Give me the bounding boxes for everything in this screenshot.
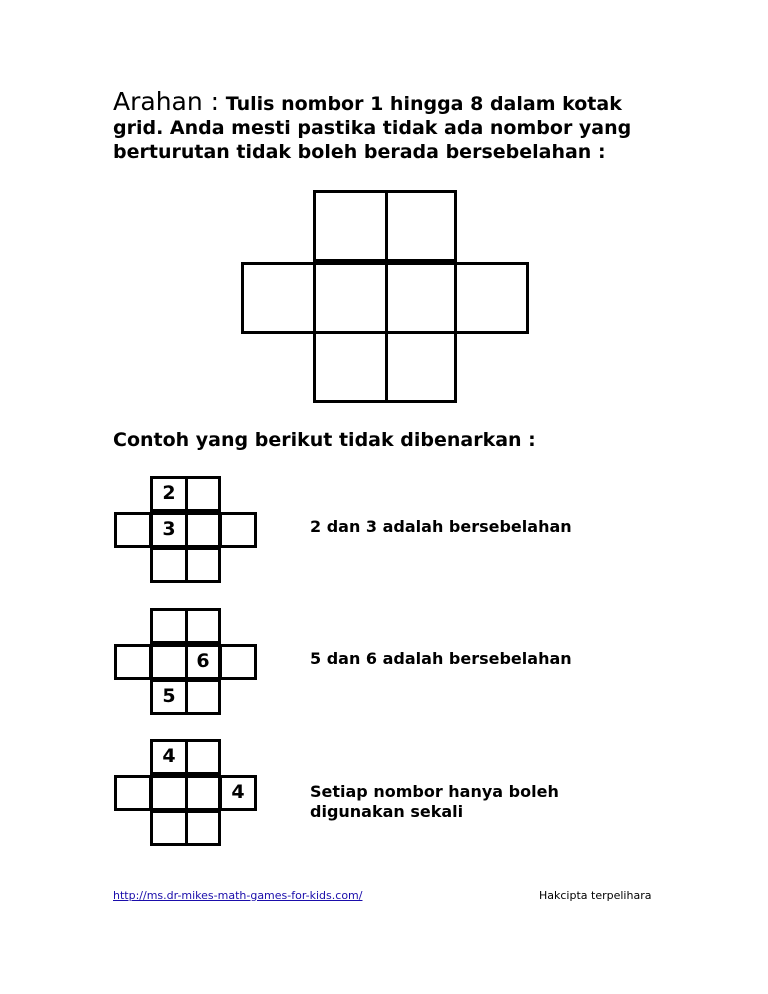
- grid-cell[interactable]: [313, 331, 388, 403]
- footer-link[interactable]: http://ms.dr-mikes-math-games-for-kids.com/: [113, 889, 363, 902]
- grid-cell[interactable]: [385, 190, 457, 262]
- example-cell: [185, 608, 221, 644]
- example-cell: 2: [150, 476, 188, 512]
- examples-title: Contoh yang berikut tidak dibenarkan :: [113, 429, 536, 451]
- example-cell: [150, 775, 188, 811]
- example-cell: [150, 644, 188, 680]
- grid-cell[interactable]: [313, 262, 388, 334]
- example-cell: [219, 512, 257, 548]
- example-cell: [114, 775, 152, 811]
- example-cell: [185, 512, 221, 548]
- grid-cell[interactable]: [313, 190, 388, 262]
- example-cell: [219, 644, 257, 680]
- grid-cell[interactable]: [385, 331, 457, 403]
- instructions: [113, 87, 673, 164]
- example-cell: 6: [185, 644, 221, 680]
- example-note-2: 5 dan 6 adalah bersebelahan: [310, 649, 572, 668]
- example-note-3: Setiap nombor hanya boleh digunakan sekali: [310, 782, 559, 821]
- example-cell: [185, 775, 221, 811]
- example-cell: [150, 810, 188, 846]
- example-cell: 5: [150, 679, 188, 715]
- example-cell: [185, 739, 221, 775]
- grid-cell[interactable]: [454, 262, 529, 334]
- example-cell: [185, 476, 221, 512]
- example-note-1: 2 dan 3 adalah bersebelahan: [310, 517, 572, 536]
- example-cell: [185, 679, 221, 715]
- example-cell: [185, 810, 221, 846]
- example-cell: 4: [219, 775, 257, 811]
- grid-cell[interactable]: [241, 262, 316, 334]
- example-cell: [150, 547, 188, 583]
- example-cell: [114, 644, 152, 680]
- instructions-text: Tulis nombor 1 hingga 8 dalam kotak grid. Anda mesti pastika tidak ada nombor yang berturutan tidak boleh berada bersebelahan :: [113, 93, 632, 163]
- instructions-heading: Arahan :: [113, 87, 220, 116]
- example-cell: [114, 512, 152, 548]
- example-cell: 3: [150, 512, 188, 548]
- example-cell: [150, 608, 188, 644]
- grid-cell[interactable]: [385, 262, 457, 334]
- example-cell: 4: [150, 739, 188, 775]
- footer-copyright: Hakcipta terpelihara: [539, 889, 652, 902]
- example-cell: [185, 547, 221, 583]
